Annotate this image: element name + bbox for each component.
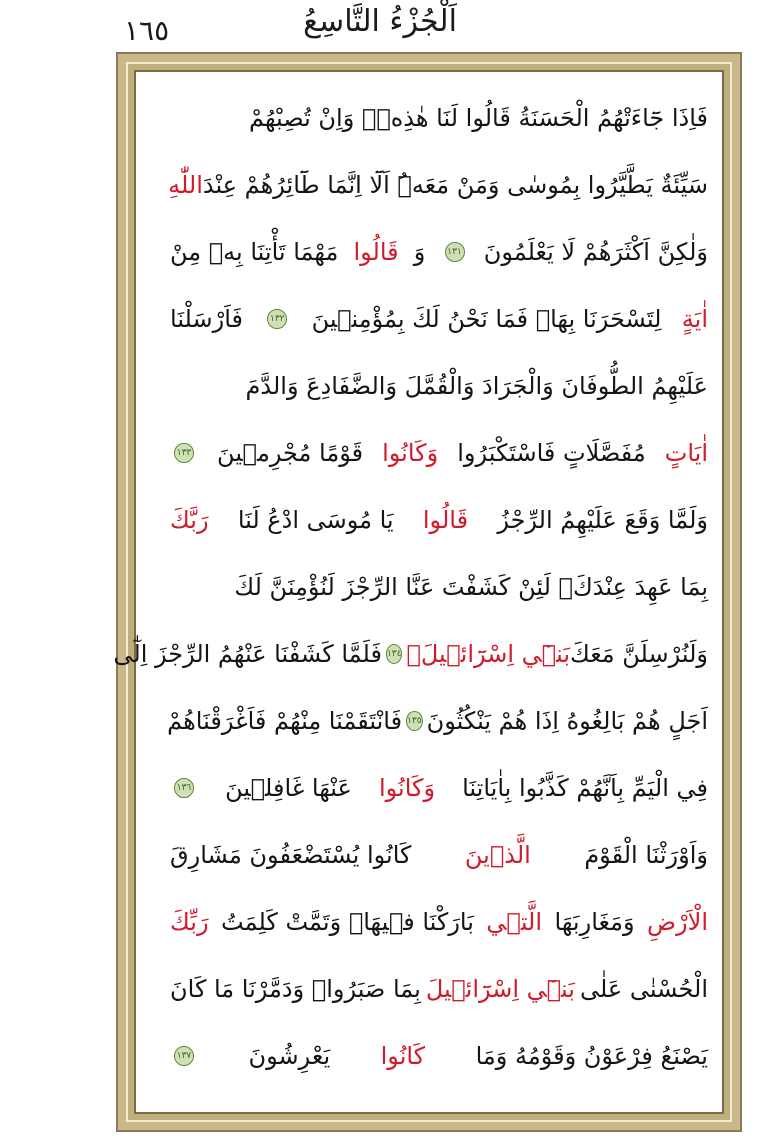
highlighted-word: اٰيَةٍ	[681, 304, 708, 333]
verse-text: يَصْنَعُ فِرْعَوْنُ وَقَوْمُهُ وَمَا	[475, 1041, 708, 1070]
verse-text: يَعْرِشُونَ	[248, 1041, 331, 1070]
text-line	[170, 555, 708, 618]
verse-text: وَلَنُرْسِلَنَّ مَعَكَ	[570, 639, 708, 668]
text-line	[170, 488, 708, 551]
text-line	[170, 86, 708, 149]
verse-text: مُفَصَّلَاتٍ فَاسْتَكْبَرُوا	[457, 438, 646, 467]
juz-title: اَلْجُزْءُ التَّاسِعُ	[303, 4, 457, 39]
text-line	[170, 890, 708, 953]
text-line	[170, 220, 708, 283]
text-line	[170, 823, 708, 886]
ayah-number-marker: ١٣٢	[267, 309, 287, 329]
text-line	[170, 153, 708, 216]
ayah-number-marker: ١٣٥	[406, 711, 423, 731]
verse-text: قَوْمًا مُجْرِمٖينَ	[217, 438, 364, 467]
highlighted-word: اٰيَاتٍ	[664, 438, 708, 467]
highlighted-word: اللّٰهِ	[168, 170, 203, 199]
verse-text: عَنْهَا غَافِلٖينَ	[225, 773, 352, 802]
text-line	[170, 756, 708, 819]
verse-text: فَلَمَّا كَشَفْنَا عَنْهُمُ الرِّجْزَ اِلٰٓى	[113, 639, 382, 668]
verse-text: وَلَمَّا وَقَعَ عَلَيْهِمُ الرِّجْزُ	[497, 505, 708, 534]
verse-text: يَا مُوسَى ادْعُ لَنَا	[237, 505, 394, 534]
text-line	[170, 421, 708, 484]
text-line	[170, 287, 708, 350]
verse-text: وَ	[413, 237, 426, 266]
verse-text: فَاِذَا جَٓاءَتْهُمُ الْحَسَنَةُ قَالُوا لَنَا هٰذِهٖۚ وَاِنْ تُصِبْهُمْ	[249, 103, 708, 132]
ayah-number-marker: ١٣٦	[174, 778, 194, 798]
verse-text: وَاَوْرَثْنَا الْقَوْمَ	[584, 840, 708, 869]
page-number: ١٦٥	[124, 14, 170, 47]
verse-text: عَلَيْهِمُ الطُّوفَانَ وَالْجَرَادَ وَالْقُمَّلَ وَالضَّفَادِعَ وَالدَّمَ	[245, 371, 708, 400]
verse-text: سَيِّئَةٌ يَطَّيَّرُوا بِمُوسٰى وَمَنْ مَعَهُۜ اَلَٓا اِنَّمَا طَٓائِرُهُمْ عِنْدَ	[202, 170, 708, 199]
verse-text: بَارَكْنَا فٖيهَاۜ وَتَمَّتْ كَلِمَتُ	[221, 907, 474, 936]
highlighted-word: الَّذٖينَ	[464, 840, 531, 869]
text-line	[167, 689, 708, 752]
verse-text: بِمَا صَبَرُواۜ وَدَمَّرْنَا مَا كَانَ	[170, 974, 421, 1003]
quran-text-block	[113, 86, 708, 1092]
ayah-number-marker: ١٣١	[445, 242, 465, 262]
highlighted-word: كَانُوا	[380, 1041, 426, 1070]
verse-text: كَانُوا يُسْتَضْعَفُونَ مَشَارِقَ	[170, 840, 412, 869]
highlighted-word: الَّتٖي	[486, 907, 543, 936]
verse-text: فَاَرْسَلْنَا	[170, 304, 243, 333]
ayah-number-marker: ١٣٣	[174, 443, 194, 463]
highlighted-word: وَكَانُوا	[382, 438, 439, 467]
text-line	[113, 622, 708, 685]
highlighted-word: بَنٖٓي اِسْرَٓائٖيلَ	[425, 974, 575, 1003]
verse-text: بِمَا عَهِدَ عِنْدَكَۚ لَئِنْ كَشَفْتَ عَنَّا الرِّجْزَ لَنُؤْمِنَنَّ لَكَ	[234, 572, 708, 601]
ayah-number-marker: ١٣٧	[174, 1046, 194, 1066]
text-line	[170, 354, 708, 417]
highlighted-word: قَالُوا	[353, 237, 399, 266]
verse-text: فِي الْيَمِّ بِاَنَّهُمْ كَذَّبُوا بِاٰيَاتِنَا	[462, 773, 708, 802]
verse-text: الْحُسْنٰى عَلٰى	[579, 974, 708, 1003]
highlighted-word: رَبِّكَ	[170, 907, 209, 936]
verse-text: لِتَسْحَرَنَا بِهَاۙ فَمَا نَحْنُ لَكَ بِمُؤْمِنٖينَ	[311, 304, 662, 333]
text-line	[170, 957, 708, 1020]
highlighted-word: الْاَرْضِ	[647, 907, 708, 936]
highlighted-word: قَالُوا	[422, 505, 469, 534]
verse-text: اَجَلٍ هُمْ بَالِغُوهُ اِذَا هُمْ يَنْكُثُونَ	[426, 706, 708, 735]
verse-text: وَمَغَارِبَهَا	[554, 907, 635, 936]
highlighted-word: بَنٖٓي اِسْرَٓائٖيلَۚ	[406, 639, 570, 668]
verse-text: فَانْتَقَمْنَا مِنْهُمْ فَاَغْرَقْنَاهُمْ	[167, 706, 403, 735]
text-line	[170, 1024, 708, 1087]
verse-text: مَهْمَا تَأْتِنَا بِهٖ مِنْ	[170, 237, 339, 266]
ayah-number-marker: ١٣٤	[386, 644, 403, 664]
verse-text: وَلٰكِنَّ اَكْثَرَهُمْ لَا يَعْلَمُونَ	[483, 237, 708, 266]
highlighted-word: رَبَّكَ	[170, 505, 209, 534]
highlighted-word: وَكَانُوا	[378, 773, 436, 802]
